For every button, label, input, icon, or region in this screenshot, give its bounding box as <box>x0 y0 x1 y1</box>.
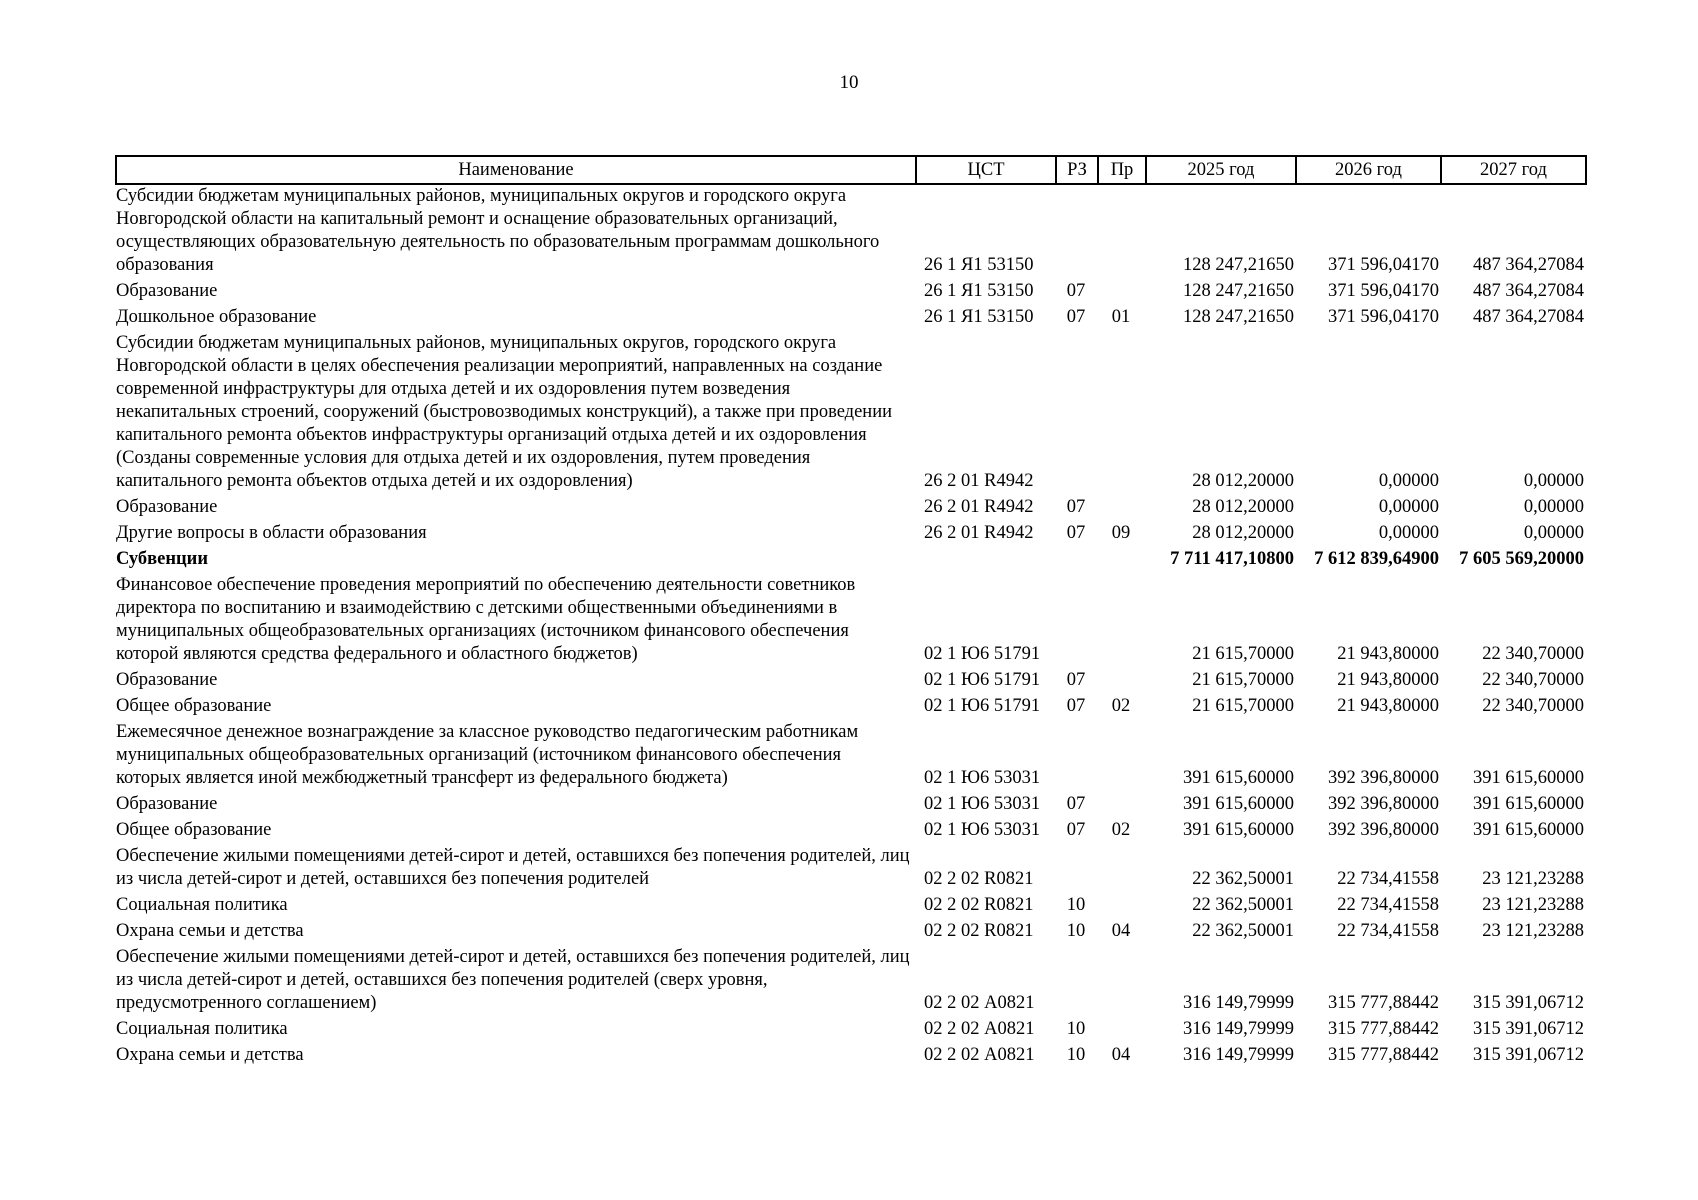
table-row <box>116 819 1586 845</box>
row-rz: 10 <box>1066 1045 1086 1065</box>
row-rz: 07 <box>1066 523 1086 543</box>
header-cst: ЦСТ <box>916 156 1056 184</box>
row-value-2027: 315 391,06712 <box>1473 993 1584 1013</box>
row-value-2027: 7 605 569,20000 <box>1459 549 1584 569</box>
table-row <box>116 946 1586 1018</box>
table-row <box>116 669 1586 695</box>
row-pr <box>1098 946 1146 1018</box>
header-pr: Пр <box>1098 156 1146 184</box>
row-value-2027: 391 615,60000 <box>1473 820 1584 840</box>
row-value-2027: 22 340,70000 <box>1482 644 1584 664</box>
table-row <box>116 920 1586 946</box>
row-cst: 02 1 Ю6 51791 <box>924 644 1041 664</box>
row-name: Субвенции <box>116 549 208 569</box>
row-value-2026: 22 734,41558 <box>1337 921 1439 941</box>
row-rz: 10 <box>1066 1019 1086 1039</box>
table-body <box>116 184 1586 1070</box>
row-value-2027: 23 121,23288 <box>1482 869 1584 889</box>
row-value-2026: 392 396,80000 <box>1328 794 1439 814</box>
row-name: Охрана семьи и детства <box>116 921 304 941</box>
row-value-2025: 316 149,79999 <box>1183 993 1294 1013</box>
row-name: Обеспечение жилыми помещениями детей-сирот и детей, оставшихся без попечения родителей, лиц из числа детей-сирот и детей, оставшихся без попечения родителей (сверх уровня, предусмотренного соглашением) <box>116 947 910 1013</box>
row-rz: 07 <box>1066 820 1086 840</box>
header-name: Наименование <box>116 156 916 184</box>
row-value-2025: 391 615,60000 <box>1183 768 1294 788</box>
row-cst: 26 1 Я1 53150 <box>924 307 1034 327</box>
row-value-2027: 23 121,23288 <box>1482 895 1584 915</box>
row-value-2025: 128 247,21650 <box>1183 281 1294 301</box>
table-row <box>116 1018 1586 1044</box>
row-pr <box>1098 332 1146 496</box>
row-value-2026: 315 777,88442 <box>1328 993 1439 1013</box>
row-pr <box>1098 1018 1146 1044</box>
header-2027: 2027 год <box>1441 156 1586 184</box>
row-value-2026: 0,00000 <box>1378 497 1439 517</box>
row-name: Образование <box>116 670 218 690</box>
table-row <box>116 306 1586 332</box>
row-rz: 10 <box>1066 921 1086 941</box>
row-cst <box>916 548 1056 574</box>
row-rz: 07 <box>1066 696 1086 716</box>
row-rz <box>1056 845 1098 894</box>
row-rz <box>1056 574 1098 669</box>
row-value-2027: 315 391,06712 <box>1473 1045 1584 1065</box>
row-value-2027: 315 391,06712 <box>1473 1019 1584 1039</box>
row-value-2027: 22 340,70000 <box>1482 670 1584 690</box>
row-value-2027: 487 364,27084 <box>1473 281 1584 301</box>
row-rz <box>1056 946 1098 1018</box>
header-2026: 2026 год <box>1296 156 1441 184</box>
table-row <box>116 280 1586 306</box>
row-value-2026: 0,00000 <box>1378 471 1439 491</box>
header-2025: 2025 год <box>1146 156 1296 184</box>
table-row <box>116 721 1586 793</box>
row-name: Субсидии бюджетам муниципальных районов, муниципальных округов и городского округа Новгородской области на капитальный ремонт и оснащение образовательных организаций, осуществляющих образовательную деятельность по образовательным программам дошкольного образования <box>116 186 880 275</box>
row-value-2025: 21 615,70000 <box>1192 670 1294 690</box>
row-value-2026: 22 734,41558 <box>1337 895 1439 915</box>
row-cst: 02 1 Ю6 51791 <box>924 696 1041 716</box>
row-pr <box>1098 496 1146 522</box>
row-value-2027: 22 340,70000 <box>1482 696 1584 716</box>
row-cst: 26 1 Я1 53150 <box>924 281 1034 301</box>
budget-table <box>115 155 1587 1070</box>
row-name: Общее образование <box>116 696 272 716</box>
row-name: Образование <box>116 281 218 301</box>
row-rz <box>1056 184 1098 280</box>
row-rz: 07 <box>1066 670 1086 690</box>
row-cst: 02 1 Ю6 53031 <box>924 820 1041 840</box>
row-name: Финансовое обеспечение проведения мероприятий по обеспечению деятельности советников директора по воспитанию и взаимодействию с детскими общественными объединениями в муниципальных общеобразовательных организациях (источником финансового обеспечения которой являются средства федерального и областного бюджетов) <box>116 575 856 664</box>
row-cst: 02 2 02 А0821 <box>924 1045 1035 1065</box>
row-value-2027: 0,00000 <box>1523 497 1584 517</box>
row-pr <box>1098 280 1146 306</box>
row-pr: 02 <box>1111 696 1131 716</box>
row-value-2025: 316 149,79999 <box>1183 1019 1294 1039</box>
row-name: Дошкольное образование <box>116 307 317 327</box>
row-pr: 04 <box>1111 921 1131 941</box>
row-cst: 02 2 02 R0821 <box>924 869 1034 889</box>
row-rz: 07 <box>1066 307 1086 327</box>
row-value-2025: 316 149,79999 <box>1183 1045 1294 1065</box>
row-value-2025: 28 012,20000 <box>1192 523 1294 543</box>
row-pr <box>1098 548 1146 574</box>
row-value-2027: 487 364,27084 <box>1473 307 1584 327</box>
row-name: Субсидии бюджетам муниципальных районов, муниципальных округов, городского округа Новгородской области в целях обеспечения реализации мероприятий, направленных на создание современной инфраструктуры для отдыха детей и их оздоровления путем возведения некапитальных строений, сооружений (быстровозводимых конструкций), а также при проведении капитального ремонта объектов инфраструктуры организаций отдыха детей и их оздоровления (Созданы современные условия для отдыха детей и их оздоровления, путем проведения капитального ремонта объектов отдыха детей и их оздоровления) <box>116 333 892 491</box>
row-pr: 01 <box>1111 307 1131 327</box>
table-row <box>116 332 1586 496</box>
row-name: Социальная политика <box>116 1019 288 1039</box>
row-value-2025: 28 012,20000 <box>1192 497 1294 517</box>
table-header <box>116 156 1586 184</box>
row-value-2027: 0,00000 <box>1523 523 1584 543</box>
row-name: Общее образование <box>116 820 272 840</box>
table-row <box>116 695 1586 721</box>
row-cst: 02 2 02 R0821 <box>924 895 1034 915</box>
row-value-2025: 391 615,60000 <box>1183 794 1294 814</box>
table-row <box>116 496 1586 522</box>
row-value-2025: 21 615,70000 <box>1192 644 1294 664</box>
table-row <box>116 184 1586 280</box>
row-cst: 02 2 02 А0821 <box>924 993 1035 1013</box>
row-value-2025: 21 615,70000 <box>1192 696 1294 716</box>
row-pr <box>1098 793 1146 819</box>
row-value-2026: 392 396,80000 <box>1328 768 1439 788</box>
row-name: Охрана семьи и детства <box>116 1045 304 1065</box>
row-value-2025: 22 362,50001 <box>1192 921 1294 941</box>
header-rz: РЗ <box>1056 156 1098 184</box>
row-cst: 26 2 01 R4942 <box>924 471 1034 491</box>
row-name: Обеспечение жилыми помещениями детей-сирот и детей, оставшихся без попечения родителей, лиц из числа детей-сирот и детей, оставшихся без попечения родителей <box>116 846 910 889</box>
row-value-2026: 21 943,80000 <box>1337 670 1439 690</box>
table-row <box>116 845 1586 894</box>
row-value-2027: 23 121,23288 <box>1482 921 1584 941</box>
page-number: 10 <box>839 72 859 93</box>
row-value-2025: 22 362,50001 <box>1192 869 1294 889</box>
header-row <box>116 156 1586 184</box>
row-pr <box>1098 845 1146 894</box>
row-pr <box>1098 669 1146 695</box>
row-cst: 02 1 Ю6 53031 <box>924 794 1041 814</box>
row-pr <box>1098 894 1146 920</box>
row-pr: 02 <box>1111 820 1131 840</box>
row-value-2026: 371 596,04170 <box>1328 281 1439 301</box>
row-value-2026: 7 612 839,64900 <box>1314 549 1439 569</box>
row-pr <box>1098 574 1146 669</box>
row-name: Образование <box>116 497 218 517</box>
table-row <box>116 548 1586 574</box>
row-value-2027: 487 364,27084 <box>1473 255 1584 275</box>
row-value-2027: 0,00000 <box>1523 471 1584 491</box>
row-name: Социальная политика <box>116 895 288 915</box>
row-value-2025: 128 247,21650 <box>1183 255 1294 275</box>
row-rz: 10 <box>1066 895 1086 915</box>
row-rz: 07 <box>1066 281 1086 301</box>
table-row <box>116 894 1586 920</box>
table-row <box>116 793 1586 819</box>
row-cst: 02 1 Ю6 51791 <box>924 670 1041 690</box>
row-pr <box>1098 184 1146 280</box>
row-value-2026: 392 396,80000 <box>1328 820 1439 840</box>
row-value-2026: 371 596,04170 <box>1328 307 1439 327</box>
row-value-2025: 22 362,50001 <box>1192 895 1294 915</box>
row-value-2026: 371 596,04170 <box>1328 255 1439 275</box>
row-value-2026: 315 777,88442 <box>1328 1045 1439 1065</box>
row-cst: 26 1 Я1 53150 <box>924 255 1034 275</box>
row-cst: 26 2 01 R4942 <box>924 523 1034 543</box>
row-pr: 09 <box>1111 523 1131 543</box>
row-value-2025: 7 711 417,10800 <box>1170 549 1294 569</box>
row-pr: 04 <box>1111 1045 1131 1065</box>
row-name: Другие вопросы в области образования <box>116 523 427 543</box>
row-pr <box>1098 721 1146 793</box>
row-rz <box>1056 548 1098 574</box>
table-row <box>116 522 1586 548</box>
row-name: Ежемесячное денежное вознаграждение за классное руководство педагогическим работникам муниципальных общеобразовательных организаций (источником финансового обеспечения которых является иной межбюджетный трансферт из федерального бюджета) <box>116 722 859 788</box>
row-cst: 26 2 01 R4942 <box>924 497 1034 517</box>
row-name: Образование <box>116 794 218 814</box>
row-value-2026: 22 734,41558 <box>1337 869 1439 889</box>
row-cst: 02 1 Ю6 53031 <box>924 768 1041 788</box>
table-row <box>116 574 1586 669</box>
row-value-2025: 128 247,21650 <box>1183 307 1294 327</box>
row-cst: 02 2 02 А0821 <box>924 1019 1035 1039</box>
row-value-2026: 315 777,88442 <box>1328 1019 1439 1039</box>
row-value-2026: 21 943,80000 <box>1337 644 1439 664</box>
row-value-2026: 21 943,80000 <box>1337 696 1439 716</box>
row-rz <box>1056 332 1098 496</box>
row-value-2027: 391 615,60000 <box>1473 768 1584 788</box>
table-row <box>116 1044 1586 1070</box>
row-value-2027: 391 615,60000 <box>1473 794 1584 814</box>
row-cst: 02 2 02 R0821 <box>924 921 1034 941</box>
row-value-2025: 28 012,20000 <box>1192 471 1294 491</box>
row-value-2026: 0,00000 <box>1378 523 1439 543</box>
row-rz <box>1056 721 1098 793</box>
row-value-2025: 391 615,60000 <box>1183 820 1294 840</box>
row-rz: 07 <box>1066 794 1086 814</box>
row-rz: 07 <box>1066 497 1086 517</box>
